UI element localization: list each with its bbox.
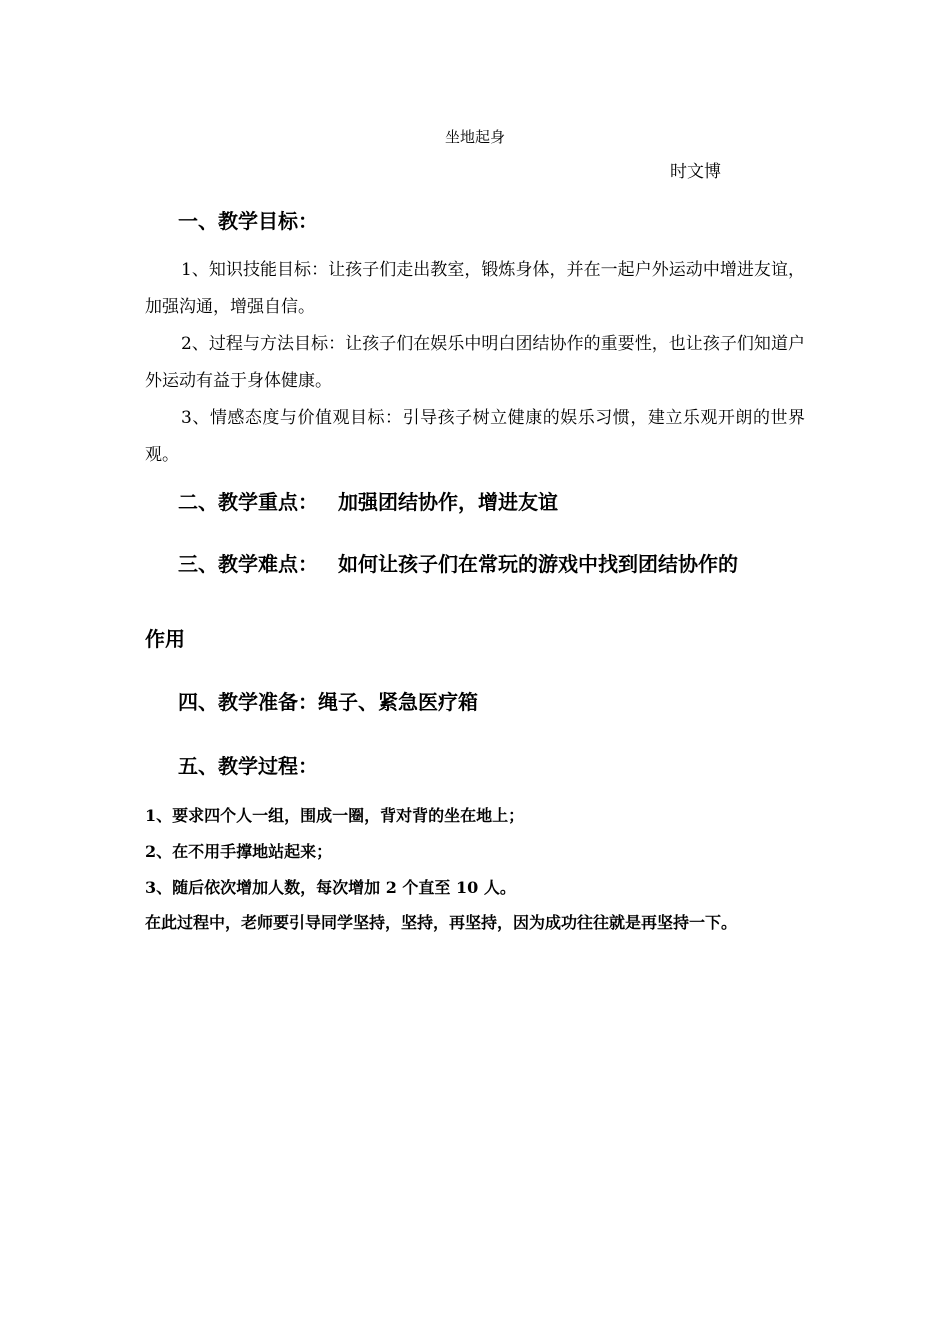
section-heading-process: 五、教学过程： (178, 754, 318, 778)
objective-text-3: 3、情感态度与价值观目标：引导孩子树立健康的娱乐习惯，建立乐观开朗的世界观。 (145, 408, 805, 465)
difficulties-text-continued: 作用 (145, 627, 185, 651)
difficulties-text: 如何让孩子们在常玩的游戏中找到团结协作的 (338, 552, 738, 576)
objective-paragraph-1 (145, 252, 805, 326)
process-step-1: 1、要求四个人一组，围成一圈，背对背的坐在地上； (145, 806, 525, 825)
document-title: 坐地起身 (444, 128, 505, 146)
objective-paragraph-3 (145, 400, 805, 474)
process-note: 在此过程中，老师要引导同学坚持，坚持，再坚持，因为成功往往就是再坚持一下。 (145, 913, 738, 932)
author-name: 时文博 (670, 162, 721, 182)
process-step-3: 3、随后依次增加人数，每次增加 2 个直至 10 人。 (145, 878, 516, 897)
objective-text-1: 1、知识技能目标：让孩子们走出教室，锻炼身体，并在一起户外运动中增进友谊，加强沟通，增强自信。 (145, 260, 805, 317)
objective-text-2: 2、过程与方法目标：让孩子们在娱乐中明白团结协作的重要性，也让孩子们知道户外运动有益于身体健康。 (145, 334, 805, 391)
objective-paragraph-2 (145, 326, 805, 400)
section-heading-preparation: 四、教学准备：绳子、紧急医疗箱 (178, 690, 478, 714)
key-points-label: 二、教学重点： (178, 490, 318, 514)
key-points-text: 加强团结协作，增进友谊 (338, 490, 558, 514)
section-heading-difficulties (178, 549, 738, 579)
difficulties-label: 三、教学难点： (178, 552, 318, 576)
section-heading-objectives: 一、教学目标： (178, 209, 318, 233)
section-heading-key-points (178, 487, 558, 517)
process-step-2: 2、在不用手撑地站起来； (145, 842, 333, 861)
